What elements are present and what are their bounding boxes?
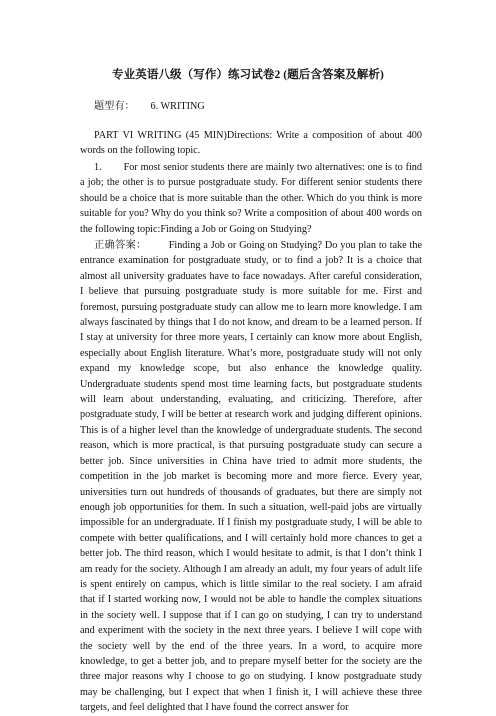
question-line [80,160,422,237]
answer-label: 正确答案： [94,240,147,251]
document-title: 专业英语八级（写作）练习试卷2 (题后含答案及解析) [112,69,384,81]
answer-text: Finding a Job or Going on Studying? Do you plan to take the entrance examination for postgraduate study, or to find a job? It is a choice that almost all university graduates have to face nowadays. After careful consideration, I believe that pursuing postgraduate study is more suitable for me. First and foremost, pursuing postgraduate study can allow me to learn more knowledge. I am always fascinated by things that I do not know, and dream to be a learned person. If I stay at university for three more years, I certainly can know more about English, especially about English literature. What’s more, postgraduate study will not only expand my knowledge scope, but also enhance the knowledge quality. Undergraduate students spend most time learning facts, but postgraduate students will learn about understanding, evaluating, and criticizing. Therefore, after postgraduate study, I will be better at research work and judging different opinions. This is of a higher level than the knowledge of undergraduate students. The second reason, which is more practical, is that pursuing postgraduate study can secure a better job. Since universities in China have tried to admit more students, the competition in the job market is becoming more and more fierce. Every year, universities turn out hundreds of thousands of graduates, but there are simply not enough job opportunities for them. In such a situation, well-paid jobs are virtually impossible for an undergraduate. If I finish my postgraduate study, I will be able to compete with better qualifications, and I will certainly hold more chances to get a better job. The third reason, which I would hesitate to admit, is that I don’t think I am ready for the society. Although I am already an adult, my four years of adult life is spent entirely on campus, which is little similar to the real society. I am afraid that if I started working now, I would not be able to handle the complex situations in the society well. I suppose that if I can go on studying, I can try to understand and experiment with the society in the next three years. I believe I will cope with the society well by the end of the three years. In a word, to acquire more knowledge, to get a better job, and to prepare myself better for the society are the three major reasons why I choose to go on studying. I know postgraduate study may be challenging, but I expect that when I finish it, I will achieve these three targets, and feel delighted that I have found the correct answer for [80,240,422,714]
directions-paragraph [80,128,422,159]
answer-paragraph [80,238,422,714]
directions-text: PART VI WRITING (45 MIN)Directions: Write a composition of about 400 words on the following topic. [80,130,422,157]
question-type-value: 6. WRITING [150,101,205,112]
question-type-label: 题型有： [94,101,135,112]
question-paragraph [80,160,422,237]
question-number: 1. [94,162,102,173]
answer-line [80,238,422,716]
question-text: For most senior students there are mainly two alternatives: one is to find a job; the other is to pursue postgraduate study. For different senior students there should be a choice that is more suitable than the other. Which do you think is more suitable for you? Why do you think so? Write a composition of about 400 words on the following topic:Finding a Job or Going on Studying? [80,162,422,235]
question-type-line [94,97,205,112]
